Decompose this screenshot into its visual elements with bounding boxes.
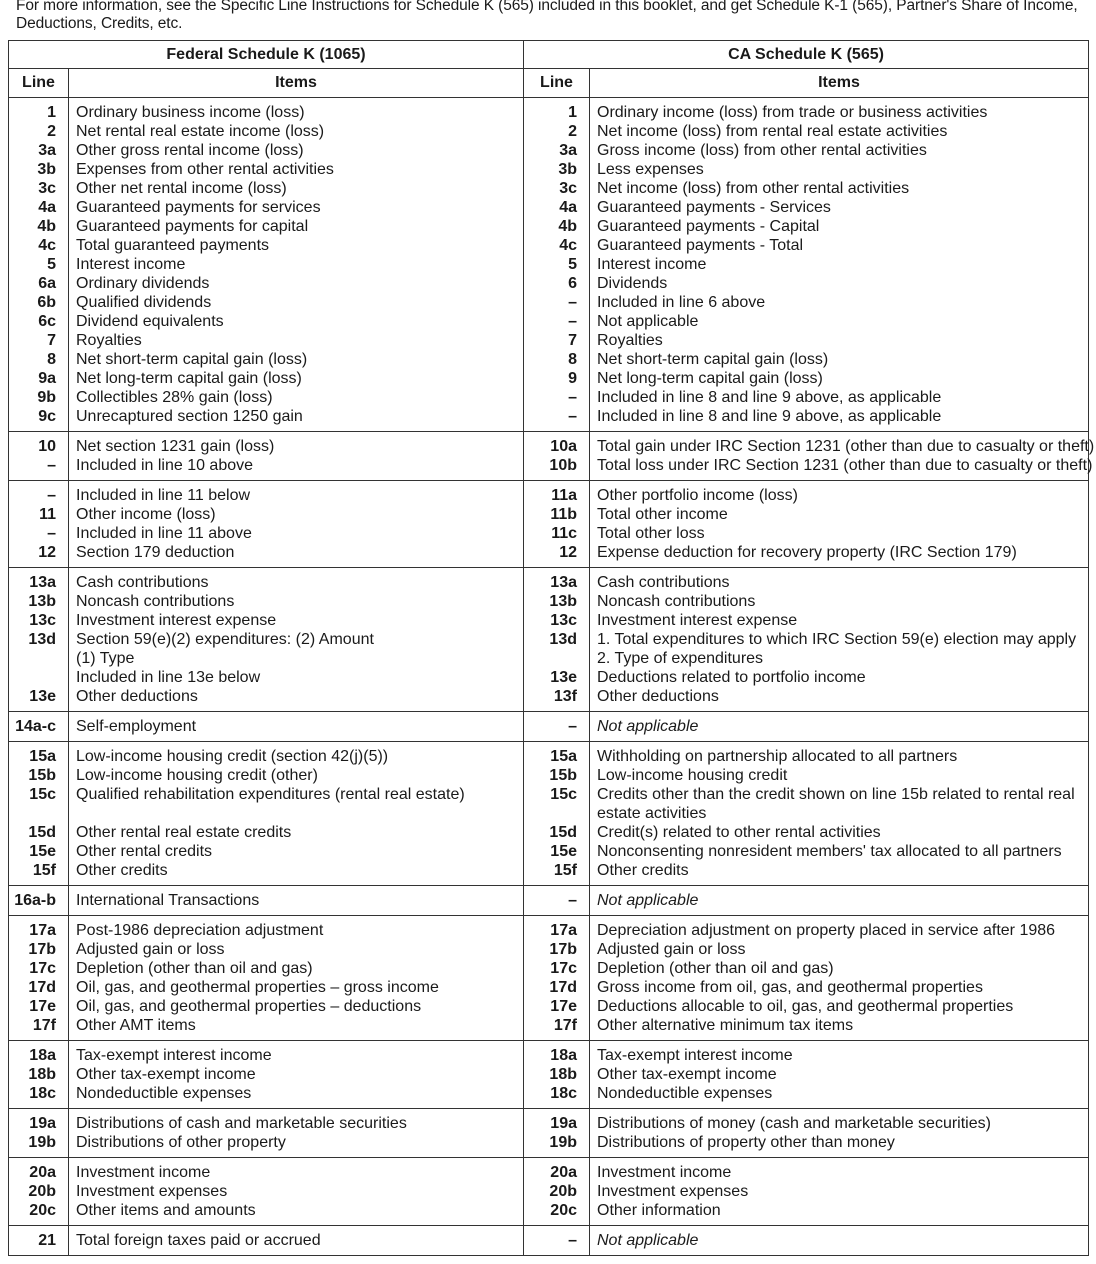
ca-line-number: 17a: [550, 922, 577, 939]
federal-item-label: Oil, gas, and geothermal properties – deductions: [76, 998, 422, 1015]
federal-line-number: [9, 649, 56, 668]
table-row: [9, 1158, 1089, 1226]
line-group: [9, 1109, 1089, 1158]
federal-item-label: Total guaranteed payments: [76, 237, 270, 254]
ca-line-number: –: [568, 313, 577, 330]
ca-item-label: Not applicable: [597, 313, 699, 330]
federal-items-cell: [69, 1109, 524, 1158]
federal-line-header: Line: [9, 69, 69, 98]
ca-items-cell: [590, 1041, 1089, 1109]
federal-line-number: 15f: [32, 862, 56, 879]
table-row: [9, 1109, 1089, 1158]
federal-line-cell: [9, 1041, 69, 1109]
ca-item-label: Nondeductible expenses: [597, 1085, 773, 1102]
ca-item-label: Credit(s) related to other rental activities: [597, 824, 881, 841]
ca-item-label: Total other income: [597, 506, 728, 523]
ca-line-number: 15f: [553, 862, 577, 879]
ca-line-number: 4c: [559, 237, 577, 254]
ca-item-label: Guaranteed payments - Total: [597, 237, 804, 254]
ca-item-label: Included in line 8 and line 9 above, as applicable: [597, 408, 942, 425]
ca-item-label: Guaranteed payments - Services: [597, 199, 831, 216]
ca-line-cell: [524, 1158, 590, 1226]
ca-line-number: 3a: [559, 142, 577, 159]
federal-line-number: 9c: [38, 408, 56, 425]
ca-line-number: 15d: [549, 824, 577, 841]
ca-item-label: Depreciation adjustment on property placed in service after 1986: [597, 922, 1056, 939]
federal-line-number: 15d: [28, 824, 56, 841]
ca-item-label: Not applicable: [597, 892, 699, 909]
federal-line-number: 17f: [32, 1017, 56, 1034]
federal-item-label: Self-employment: [76, 718, 197, 735]
federal-item-label: Collectibles 28% gain (loss): [76, 389, 273, 406]
ca-line-number: 15e: [550, 843, 577, 860]
table-row: [9, 712, 1089, 742]
table-row: [9, 568, 1089, 712]
ca-line-cell: [524, 432, 590, 481]
ca-line-header: Line: [524, 69, 590, 98]
ca-line-number: 2: [568, 123, 577, 140]
federal-line-number: 4a: [38, 199, 56, 216]
ca-line-number: 13f: [553, 688, 577, 705]
ca-item-label: Not applicable: [597, 718, 699, 735]
ca-item-label: Gross income from oil, gas, and geothermal properties: [597, 979, 983, 996]
ca-line-number: 6: [568, 275, 577, 292]
federal-line-number: 6a: [38, 275, 56, 292]
table-row: [9, 432, 1089, 481]
federal-line-cell: [9, 712, 69, 742]
ca-line-number: 13c: [550, 612, 577, 629]
line-group: [9, 1226, 1089, 1256]
federal-item-label: Other rental real estate credits: [76, 824, 292, 841]
federal-items-cell: [69, 568, 524, 712]
federal-line-cell: [9, 568, 69, 712]
federal-item-label: Other credits: [76, 862, 168, 879]
federal-line-number: 11: [39, 506, 56, 523]
federal-line-number: 13c: [29, 612, 56, 629]
federal-items-cell: [69, 1226, 524, 1256]
federal-line-number: 3b: [37, 161, 56, 178]
ca-line-number: 15b: [549, 767, 577, 784]
federal-items-cell: [69, 1041, 524, 1109]
ca-line-number: 17c: [550, 960, 577, 977]
federal-items-cell: [69, 916, 524, 1041]
federal-line-number: 6c: [38, 313, 56, 330]
ca-line-number: 13a: [550, 574, 577, 591]
ca-line-number: 11a: [551, 487, 577, 504]
federal-line-number: 10: [38, 438, 56, 455]
ca-items-cell: [590, 98, 1089, 432]
federal-item-label: Included in line 13e below: [76, 669, 261, 686]
federal-item-label: Included in line 11 below: [76, 487, 251, 504]
federal-line-cell: [9, 742, 69, 886]
federal-line-number: 13e: [29, 688, 56, 705]
ca-line-number: 4a: [559, 199, 577, 216]
ca-line-cell: [524, 916, 590, 1041]
federal-item-label: Included in line 10 above: [76, 457, 254, 474]
federal-line-number: 12: [38, 544, 56, 561]
federal-line-number: 3c: [38, 180, 56, 197]
ca-line-number: 13b: [549, 593, 577, 610]
federal-item-label: Other AMT items: [76, 1017, 196, 1034]
federal-line-number: 3a: [38, 142, 56, 159]
federal-items-cell: [69, 432, 524, 481]
ca-items-cell: [590, 568, 1089, 712]
federal-item-label: Investment income: [76, 1164, 211, 1181]
ca-line-number: –: [568, 892, 577, 909]
line-group: [9, 568, 1089, 712]
ca-item-label: Tax-exempt interest income: [597, 1047, 793, 1064]
federal-item-label: Noncash contributions: [76, 593, 235, 610]
federal-line-number: [9, 668, 56, 687]
federal-item-label: Qualified rehabilitation expenditures (rental real estate): [76, 786, 465, 803]
ca-line-number: 15a: [550, 748, 577, 765]
ca-line-number: 10b: [549, 457, 577, 474]
ca-item-label: 1. Total expenditures to which IRC Section 59(e) election may apply: [597, 631, 1077, 648]
federal-item-label: Expenses from other rental activities: [76, 161, 334, 178]
ca-item-label: Ordinary income (loss) from trade or business activities: [597, 104, 988, 121]
federal-line-number: 1: [47, 104, 56, 121]
ca-item-label: Withholding on partnership allocated to all partners: [597, 748, 958, 765]
federal-item-label: Ordinary business income (loss): [76, 104, 305, 121]
ca-item-label: Cash contributions: [597, 574, 730, 591]
ca-line-cell: [524, 1041, 590, 1109]
ca-item-label: Deductions allocable to oil, gas, and geothermal properties: [597, 998, 1014, 1015]
federal-line-number: 15c: [29, 786, 56, 803]
federal-line-cell: [9, 886, 69, 916]
federal-line-number: 20a: [29, 1164, 56, 1181]
federal-item-label: Post-1986 depreciation adjustment: [76, 922, 324, 939]
ca-item-label: Other portfolio income (loss): [597, 487, 798, 504]
federal-item-label: Low-income housing credit (other): [76, 767, 318, 784]
federal-line-number: 5: [47, 256, 56, 273]
federal-items-cell: [69, 1158, 524, 1226]
ca-line-number: 7: [568, 332, 577, 349]
federal-item-label: Net short-term capital gain (loss): [76, 351, 308, 368]
federal-line-number: 13b: [28, 593, 56, 610]
table-row: [9, 742, 1089, 886]
ca-item-label: Deductions related to portfolio income: [597, 669, 866, 686]
ca-line-cell: [524, 481, 590, 568]
ca-line-number: 17d: [549, 979, 577, 996]
federal-item-label: Included in line 11 above: [76, 525, 252, 542]
ca-item-label: Interest income: [597, 256, 707, 273]
federal-line-number: 2: [47, 123, 56, 140]
ca-line-number: 11c: [551, 525, 577, 542]
ca-item-label: Net income (loss) from other rental activities: [597, 180, 910, 197]
federal-line-number: 18b: [28, 1066, 56, 1083]
ca-items-cell: [590, 712, 1089, 742]
federal-line-number: 15e: [29, 843, 56, 860]
federal-line-number: 21: [38, 1232, 56, 1249]
federal-items-cell: [69, 481, 524, 568]
ca-item-label: Other credits: [597, 862, 689, 879]
federal-line-number: 17d: [28, 979, 56, 996]
federal-item-label: Section 59(e)(2) expenditures: (2) Amount: [76, 631, 374, 648]
federal-item-label: Interest income: [76, 256, 186, 273]
ca-items-cell: [590, 432, 1095, 481]
ca-item-label: Dividends: [597, 275, 668, 292]
federal-item-label: Adjusted gain or loss: [76, 941, 225, 958]
line-group: [9, 1158, 1089, 1226]
ca-line-cell: [524, 712, 590, 742]
ca-item-label: Included in line 8 and line 9 above, as applicable: [597, 389, 942, 406]
table-row: [9, 916, 1089, 1041]
federal-item-label: (1) Type: [76, 650, 135, 667]
ca-items-header: Items: [590, 69, 1089, 98]
federal-item-label: Depletion (other than oil and gas): [76, 960, 313, 977]
ca-item-label: Other information: [597, 1202, 721, 1219]
ca-item-label: Nonconsenting nonresident members' tax allocated to all partners: [597, 843, 1062, 860]
table-row: [9, 1041, 1089, 1109]
ca-line-number: 17e: [550, 998, 577, 1015]
federal-item-label: Section 179 deduction: [76, 544, 235, 561]
federal-line-number: 18a: [29, 1047, 56, 1064]
federal-line-number: 17c: [29, 960, 56, 977]
line-group: [9, 481, 1089, 568]
ca-line-number: 20a: [550, 1164, 577, 1181]
ca-line-number: 3c: [559, 180, 577, 197]
ca-item-label: Distributions of money (cash and marketable securities): [597, 1115, 991, 1132]
federal-line-cell: [9, 98, 69, 432]
table-row: [9, 1226, 1089, 1256]
ca-line-number: 17b: [549, 941, 577, 958]
ca-item-label: Adjusted gain or loss: [597, 941, 746, 958]
table-row: [9, 886, 1089, 916]
ca-items-cell: [590, 916, 1089, 1041]
federal-line-number: 15b: [28, 767, 56, 784]
federal-item-label: Investment expenses: [76, 1183, 228, 1200]
ca-line-cell: [524, 1226, 590, 1256]
ca-line-number: 18b: [549, 1066, 577, 1083]
line-group: [9, 712, 1089, 742]
line-group: [9, 432, 1095, 481]
ca-item-label: Included in line 6 above: [597, 294, 766, 311]
ca-line-cell: [524, 1109, 590, 1158]
federal-line-number: 6b: [37, 294, 56, 311]
federal-line-number: 15a: [29, 748, 56, 765]
federal-line-number: 17e: [29, 998, 56, 1015]
ca-line-number: 5: [568, 256, 577, 273]
ca-line-number: 20b: [549, 1183, 577, 1200]
ca-items-cell: [590, 1226, 1089, 1256]
ca-line-cell: [524, 886, 590, 916]
federal-line-number: 19b: [28, 1134, 56, 1151]
ca-line-number: 17f: [553, 1017, 577, 1034]
ca-item-label: Noncash contributions: [597, 593, 756, 610]
ca-item-label: Total other loss: [597, 525, 705, 542]
federal-item-label: International Transactions: [76, 892, 260, 909]
ca-line-number: 3b: [558, 161, 577, 178]
ca-items-cell: [590, 886, 1089, 916]
federal-line-cell: [9, 1226, 69, 1256]
federal-item-label: Guaranteed payments for capital: [76, 218, 309, 235]
federal-line-number: 18c: [29, 1085, 56, 1102]
federal-line-number: 8: [47, 351, 56, 368]
federal-items-header: Items: [69, 69, 524, 98]
federal-line-number: 4c: [38, 237, 56, 254]
ca-item-label: Other tax-exempt income: [597, 1066, 777, 1083]
federal-line-number: 13d: [28, 631, 56, 648]
federal-line-number: 20b: [28, 1183, 56, 1200]
federal-line-number: 17b: [28, 941, 56, 958]
federal-item-label: Dividend equivalents: [76, 313, 224, 330]
ca-line-number: 11b: [550, 506, 577, 523]
ca-line-number: 19b: [549, 1134, 577, 1151]
ca-item-label: Depletion (other than oil and gas): [597, 960, 834, 977]
federal-item-label: Nondeductible expenses: [76, 1085, 252, 1102]
federal-line-cell: [9, 432, 69, 481]
ca-items-cell: [590, 1109, 1089, 1158]
ca-line-number: –: [568, 408, 577, 425]
ca-line-number: 12: [559, 544, 577, 561]
ca-line-number: –: [568, 389, 577, 406]
ca-item-label: Low-income housing credit: [597, 767, 788, 784]
federal-item-label: Low-income housing credit (section 42(j)(5)): [76, 748, 389, 765]
ca-item-label: Guaranteed payments - Capital: [597, 218, 820, 235]
ca-schedule-header: CA Schedule K (565): [524, 41, 1089, 69]
federal-line-number: 9a: [38, 370, 56, 387]
federal-item-label: Unrecaptured section 1250 gain: [76, 408, 303, 425]
ca-item-label: 2. Type of expenditures: [597, 650, 764, 667]
federal-item-label: Other income (loss): [76, 506, 216, 523]
ca-item-label: Investment expenses: [597, 1183, 749, 1200]
federal-item-label: Net long-term capital gain (loss): [76, 370, 302, 387]
ca-item-label: Credits other than the credit shown on line 15b related to rental real estate activities: [597, 786, 1075, 822]
federal-item-label: Other deductions: [76, 688, 198, 705]
federal-line-cell: [9, 481, 69, 568]
federal-item-label: Other tax-exempt income: [76, 1066, 256, 1083]
federal-line-number: 17a: [29, 922, 56, 939]
ca-item-label: Other alternative minimum tax items: [597, 1017, 854, 1034]
federal-item-label: Distributions of other property: [76, 1134, 286, 1151]
federal-items-cell: [69, 98, 524, 432]
ca-line-number: 15c: [550, 786, 577, 803]
federal-line-number: 20c: [29, 1202, 56, 1219]
line-group: [9, 886, 1089, 916]
federal-line-number: 14a-c: [15, 718, 56, 735]
ca-item-label: Expense deduction for recovery property (IRC Section 179): [597, 544, 1017, 561]
intro-text: For more information, see the Specific Line Instructions for Schedule K (565) included in this booklet, and get Schedule K-1 (565), Partner's Share of Income, Deductions, Credits, etc.: [16, 0, 1078, 32]
line-group: [9, 98, 1089, 432]
federal-line-cell: [9, 1158, 69, 1226]
ca-items-cell: [590, 742, 1089, 886]
ca-line-number: 18a: [550, 1047, 577, 1064]
ca-item-label: Distributions of property other than money: [597, 1134, 895, 1151]
ca-line-number: 18c: [550, 1085, 577, 1102]
schedule-k-comparison-table: [8, 40, 1095, 1256]
ca-item-label: Not applicable: [597, 1232, 699, 1249]
federal-item-label: Other rental credits: [76, 843, 213, 860]
federal-item-label: Other items and amounts: [76, 1202, 256, 1219]
ca-line-number: 9: [568, 370, 577, 387]
ca-line-number: 10a: [550, 438, 577, 455]
ca-line-number: 13e: [550, 669, 577, 686]
federal-item-label: Tax-exempt interest income: [76, 1047, 272, 1064]
ca-item-label: Total gain under IRC Section 1231 (other than due to casualty or theft): [597, 438, 1095, 455]
ca-line-number: –: [568, 294, 577, 311]
ca-item-label: Net long-term capital gain (loss): [597, 370, 823, 387]
federal-line-number: 13a: [29, 574, 56, 591]
ca-line-number: 13d: [549, 631, 577, 648]
ca-line-number: 1: [568, 104, 577, 121]
federal-item-label: Investment interest expense: [76, 612, 277, 629]
ca-item-label: Investment interest expense: [597, 612, 798, 629]
federal-line-cell: [9, 916, 69, 1041]
table-row: [9, 481, 1089, 568]
federal-item-label: Net section 1231 gain (loss): [76, 438, 275, 455]
ca-items-cell: [590, 1158, 1089, 1226]
federal-item-label: Cash contributions: [76, 574, 209, 591]
federal-items-cell: [69, 712, 524, 742]
ca-line-number: –: [568, 1232, 577, 1249]
federal-line-number: 7: [47, 332, 56, 349]
ca-line-number: –: [568, 718, 577, 735]
federal-items-cell: [69, 886, 524, 916]
ca-line-cell: [524, 742, 590, 886]
federal-item-label: Net rental real estate income (loss): [76, 123, 325, 140]
ca-item-label: Investment income: [597, 1164, 732, 1181]
ca-line-number: 19a: [550, 1115, 577, 1132]
federal-line-number: 16a-b: [14, 892, 56, 909]
ca-line-cell: [524, 568, 590, 712]
ca-line-number: 8: [568, 351, 577, 368]
federal-schedule-header: Federal Schedule K (1065): [9, 41, 524, 69]
federal-item-label: Other gross rental income (loss): [76, 142, 304, 159]
federal-item-label: Ordinary dividends: [76, 275, 210, 292]
federal-item-label: Oil, gas, and geothermal properties – gross income: [76, 979, 439, 996]
ca-item-label: Net income (loss) from rental real estate activities: [597, 123, 948, 140]
ca-item-label: Other deductions: [597, 688, 719, 705]
federal-item-label: Total foreign taxes paid or accrued: [76, 1232, 321, 1249]
ca-item-label: Gross income (loss) from other rental activities: [597, 142, 927, 159]
federal-item-label: Royalties: [76, 332, 142, 349]
federal-line-number: 4b: [37, 218, 56, 235]
line-group: [9, 1041, 1089, 1109]
line-group: [9, 916, 1089, 1041]
federal-item-label: Other net rental income (loss): [76, 180, 287, 197]
ca-item-label: Net short-term capital gain (loss): [597, 351, 829, 368]
ca-line-number: 20c: [550, 1202, 577, 1219]
line-group: [9, 742, 1089, 886]
ca-items-cell: [590, 481, 1089, 568]
federal-item-label: Guaranteed payments for services: [76, 199, 321, 216]
federal-line-number: –: [47, 525, 56, 542]
federal-line-number: –: [47, 487, 56, 504]
federal-item-label: Qualified dividends: [76, 294, 212, 311]
federal-item-label: Distributions of cash and marketable securities: [76, 1115, 407, 1132]
federal-items-cell: [69, 742, 524, 886]
federal-line-number: 19a: [29, 1115, 56, 1132]
ca-line-cell: [524, 98, 590, 432]
federal-line-cell: [9, 1109, 69, 1158]
ca-item-label: Total loss under IRC Section 1231 (other than due to casualty or theft): [597, 457, 1093, 474]
table-row: [9, 98, 1089, 432]
federal-line-number: –: [47, 457, 56, 474]
ca-item-label: Royalties: [597, 332, 663, 349]
ca-line-number: 4b: [558, 218, 577, 235]
federal-line-number: 9b: [37, 389, 56, 406]
ca-line-number: [524, 649, 577, 668]
ca-item-label: Less expenses: [597, 161, 704, 178]
